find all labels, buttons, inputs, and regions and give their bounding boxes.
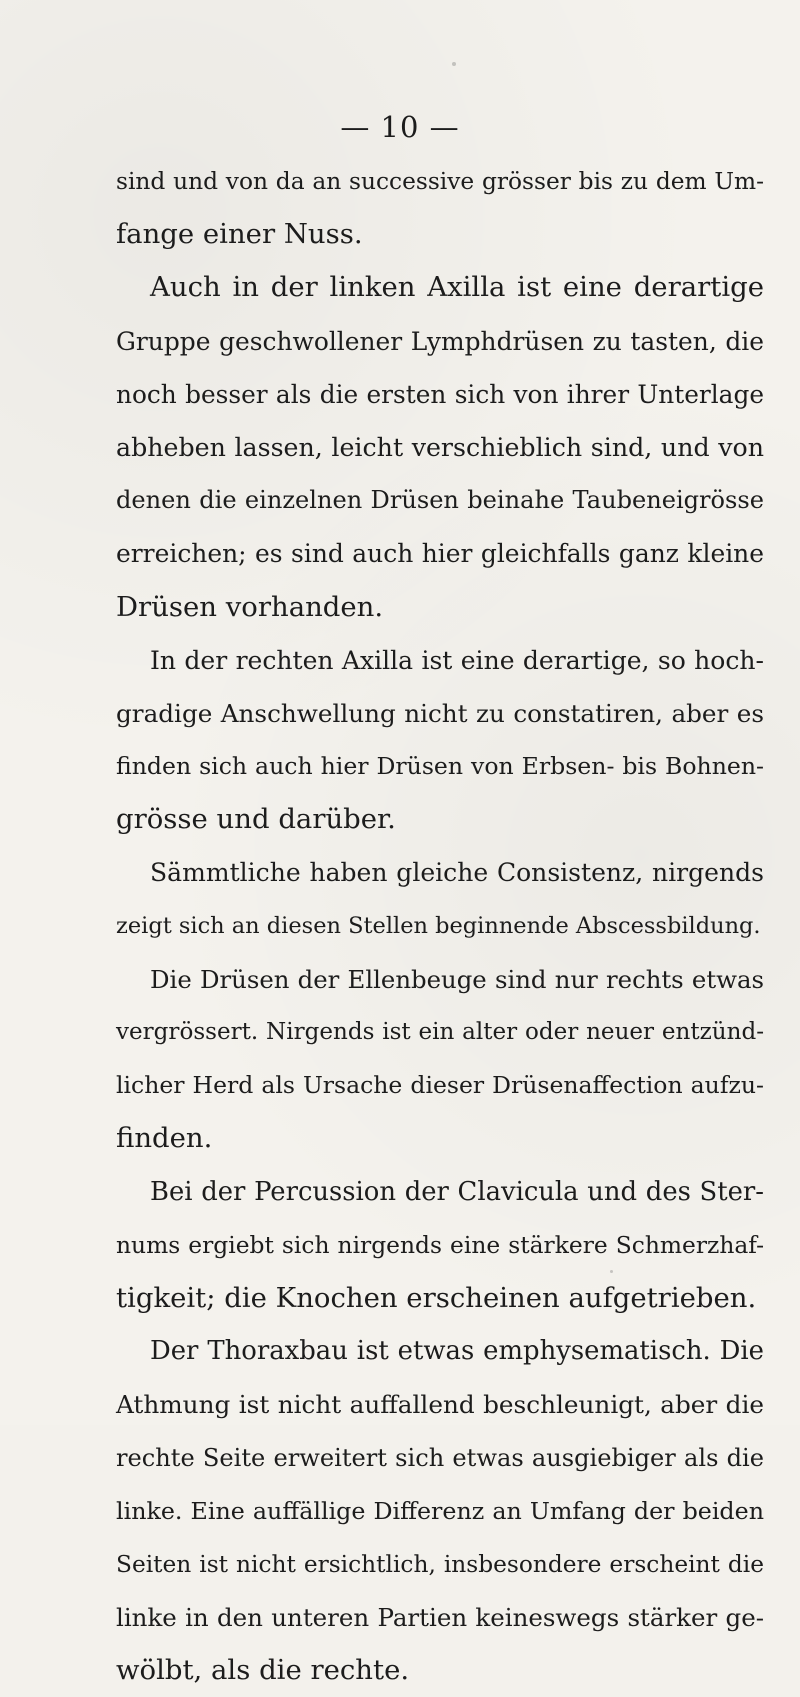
text-line: Die Drüsen der Ellenbeuge sind nur rechts etwas: [150, 964, 764, 994]
text-line: Sämmtliche haben gleiche Consistenz, nirgends: [150, 858, 764, 888]
text-line: zeigt sich an diesen Stellen beginnende Abscessbildung.: [116, 912, 761, 939]
text-line: Der Thoraxbau ist etwas emphysematisch. Die: [150, 1336, 764, 1367]
text-line: erreichen; es sind auch hier gleichfalls ganz kleine: [116, 539, 764, 569]
text-line: Gruppe geschwollener Lymphdrüsen zu tasten, die: [116, 326, 764, 356]
text-line: sind und von da an successive grösser bis zu dem Um-: [116, 168, 764, 195]
body-text: [116, 155, 764, 1697]
text-line: Athmung ist nicht auffallend beschleunigt, aber die: [116, 1390, 764, 1420]
text-line: Seiten ist nicht ersichtlich, insbesondere erscheint die: [116, 1550, 764, 1578]
paper-speck: [720, 1305, 723, 1308]
text-line: denen die einzelnen Drüsen beinahe Taubeneigrösse: [116, 486, 764, 515]
text-line: finden.: [116, 1122, 213, 1155]
text-line: grösse und darüber.: [116, 803, 396, 836]
text-line: tigkeit; die Knochen erscheinen aufgetrieben.: [116, 1281, 757, 1314]
text-line: Drüsen vorhanden.: [116, 590, 384, 623]
text-line: wölbt, als die rechte.: [116, 1654, 410, 1687]
text-line: gradige Anschwellung nicht zu constatiren, aber es: [116, 698, 764, 728]
text-line: Auch in der linken Axilla ist eine derartige: [150, 271, 764, 304]
text-line: noch besser als die ersten sich von ihrer Unterlage: [116, 379, 764, 409]
text-line: nums ergiebt sich nirgends eine stärkere Schmerzhaf-: [116, 1230, 764, 1259]
text-line: licher Herd als Ursache dieser Drüsenaffection aufzu-: [116, 1071, 764, 1100]
text-line: finden sich auch hier Drüsen von Erbsen- bis Bohnen-: [116, 752, 764, 781]
text-line: fange einer Nuss.: [116, 218, 363, 251]
text-line: abheben lassen, leicht verschieblich sind, und von: [116, 432, 764, 462]
text-line: Bei der Percussion der Clavicula und des Ster-: [150, 1176, 764, 1207]
paper-speck: [452, 62, 456, 66]
text-line: linke. Eine auffällige Differenz an Umfang der beiden: [116, 1496, 764, 1525]
paper-speck: [610, 1270, 613, 1273]
text-line: rechte Seite erweitert sich etwas ausgiebiger als die: [116, 1443, 764, 1472]
page-number: — 10 —: [340, 110, 460, 144]
text-line: linke in den unteren Partien keineswegs stärker ge-: [116, 1603, 764, 1633]
text-line: In der rechten Axilla ist eine derartige, so hoch-: [150, 645, 764, 675]
text-line: vergrössert. Nirgends ist ein alter oder neuer entzünd-: [116, 1019, 764, 1045]
